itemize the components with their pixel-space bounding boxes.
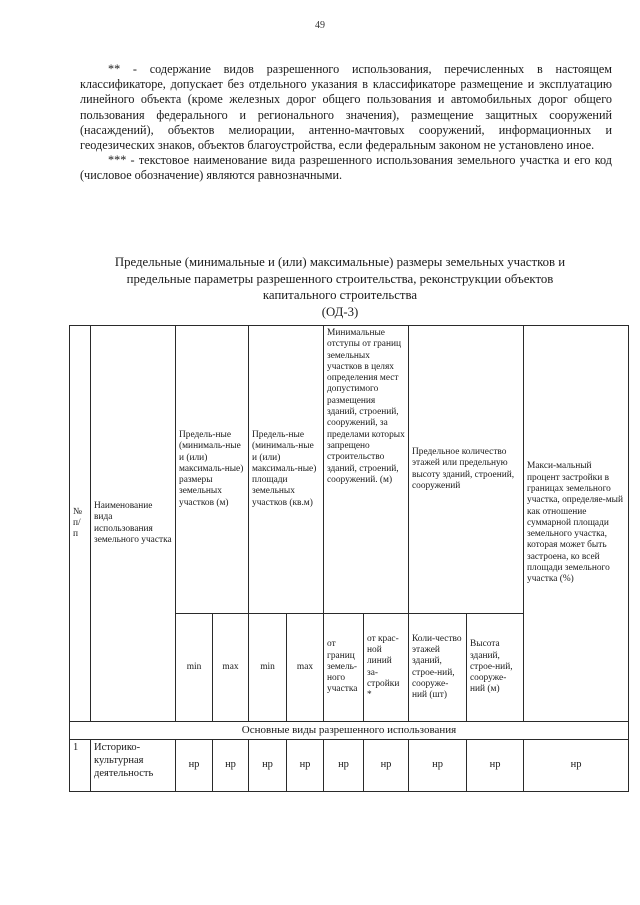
heading-line-1: Предельные (минимальные и (или) максимальные) размеры земельных участков и: [114, 255, 566, 269]
subheader-area-max: max: [287, 614, 324, 722]
subheader-setback-redline: от крас-ной линий за-стройки *: [364, 614, 409, 722]
subheader-height: Высота зданий, строе-ний, сооруже-ний (м): [467, 614, 524, 722]
section-heading: [60, 254, 620, 320]
header-num: № п/ п: [70, 326, 91, 722]
header-coverage: Макси-мальный процент застройки в границах земельного участка, определяе-мый как отношение суммарной площади земельного участка, которая может быть застроена, ко всей площади земельного участка (%): [524, 326, 629, 722]
subheader-size-min: min: [176, 614, 213, 722]
cell-setback-border: нр: [324, 740, 364, 792]
cell-area-max: нр: [287, 740, 324, 792]
heading-line-2: предельные параметры разрешенного строительства, реконструкции объектов: [126, 271, 554, 286]
cell-area-min: нр: [249, 740, 287, 792]
cell-size-min: нр: [176, 740, 213, 792]
section-title: Основные виды разрешенного использования: [70, 722, 629, 740]
subheader-floors-count: Коли-чество этажей зданий, строе-ний, сооруже-ний (шт): [409, 614, 467, 722]
footnote-triple-asterisk: *** - текстовое наименование вида разрешенного использования земельного участка и его код (числовое обозначение) являются равнозначными.: [80, 153, 612, 183]
subheader-area-min: min: [249, 614, 287, 722]
cell-size-max: нр: [213, 740, 249, 792]
footnotes: [80, 62, 612, 184]
zone-code: (ОД-3): [321, 304, 359, 319]
header-area: Предель-ные (минималь-ные и (или) максималь-ные) площади земельных участков (кв.м): [249, 326, 324, 614]
parameters-table: [69, 325, 629, 792]
header-floors: Предельное количество этажей или предельную высоту зданий, строений, сооружений: [409, 326, 524, 614]
cell-floors-count: нр: [409, 740, 467, 792]
header-size: Предель-ные (минималь-ные и (или) максималь-ные) размеры земельных участков (м): [176, 326, 249, 614]
cell-coverage: нр: [524, 740, 629, 792]
table-row: [70, 740, 629, 792]
footnote-double-asterisk: ** - содержание видов разрешенного использования, перечисленных в настоящем классификаторе, допускает без отдельного указания в классификаторе размещение и эксплуатацию линейного объекта (кроме железных дорог общего пользования и автомобильных дорог общего пользования федерального и регионального значения), размещение защитных сооружений (насаждений), объектов мелиорации, антенно-мачтовых сооружений, информационных и геодезических знаков, объектов благоустройства, если федеральным законом не установлено иное.: [80, 62, 612, 153]
header-name: Наименование вида использования земельного участка: [91, 326, 176, 722]
header-setback: Минимальные отступы от границ земельных участков в целях определения мест допустимого размещения зданий, строений, сооружений, за пределами которых запрещено строительство зданий, строений, сооружений. (м): [324, 326, 409, 614]
page-number: 49: [315, 20, 325, 31]
header-row: [70, 326, 629, 614]
cell-setback-redline: нр: [364, 740, 409, 792]
subheader-size-max: max: [213, 614, 249, 722]
cell-height: нр: [467, 740, 524, 792]
section-row: [70, 722, 629, 740]
row-num: 1: [70, 740, 91, 792]
row-name: Историко-культурная деятельность: [91, 740, 176, 792]
heading-line-3: капитального строительства: [262, 288, 418, 302]
subheader-setback-border: от границ земель-ного участка: [324, 614, 364, 722]
